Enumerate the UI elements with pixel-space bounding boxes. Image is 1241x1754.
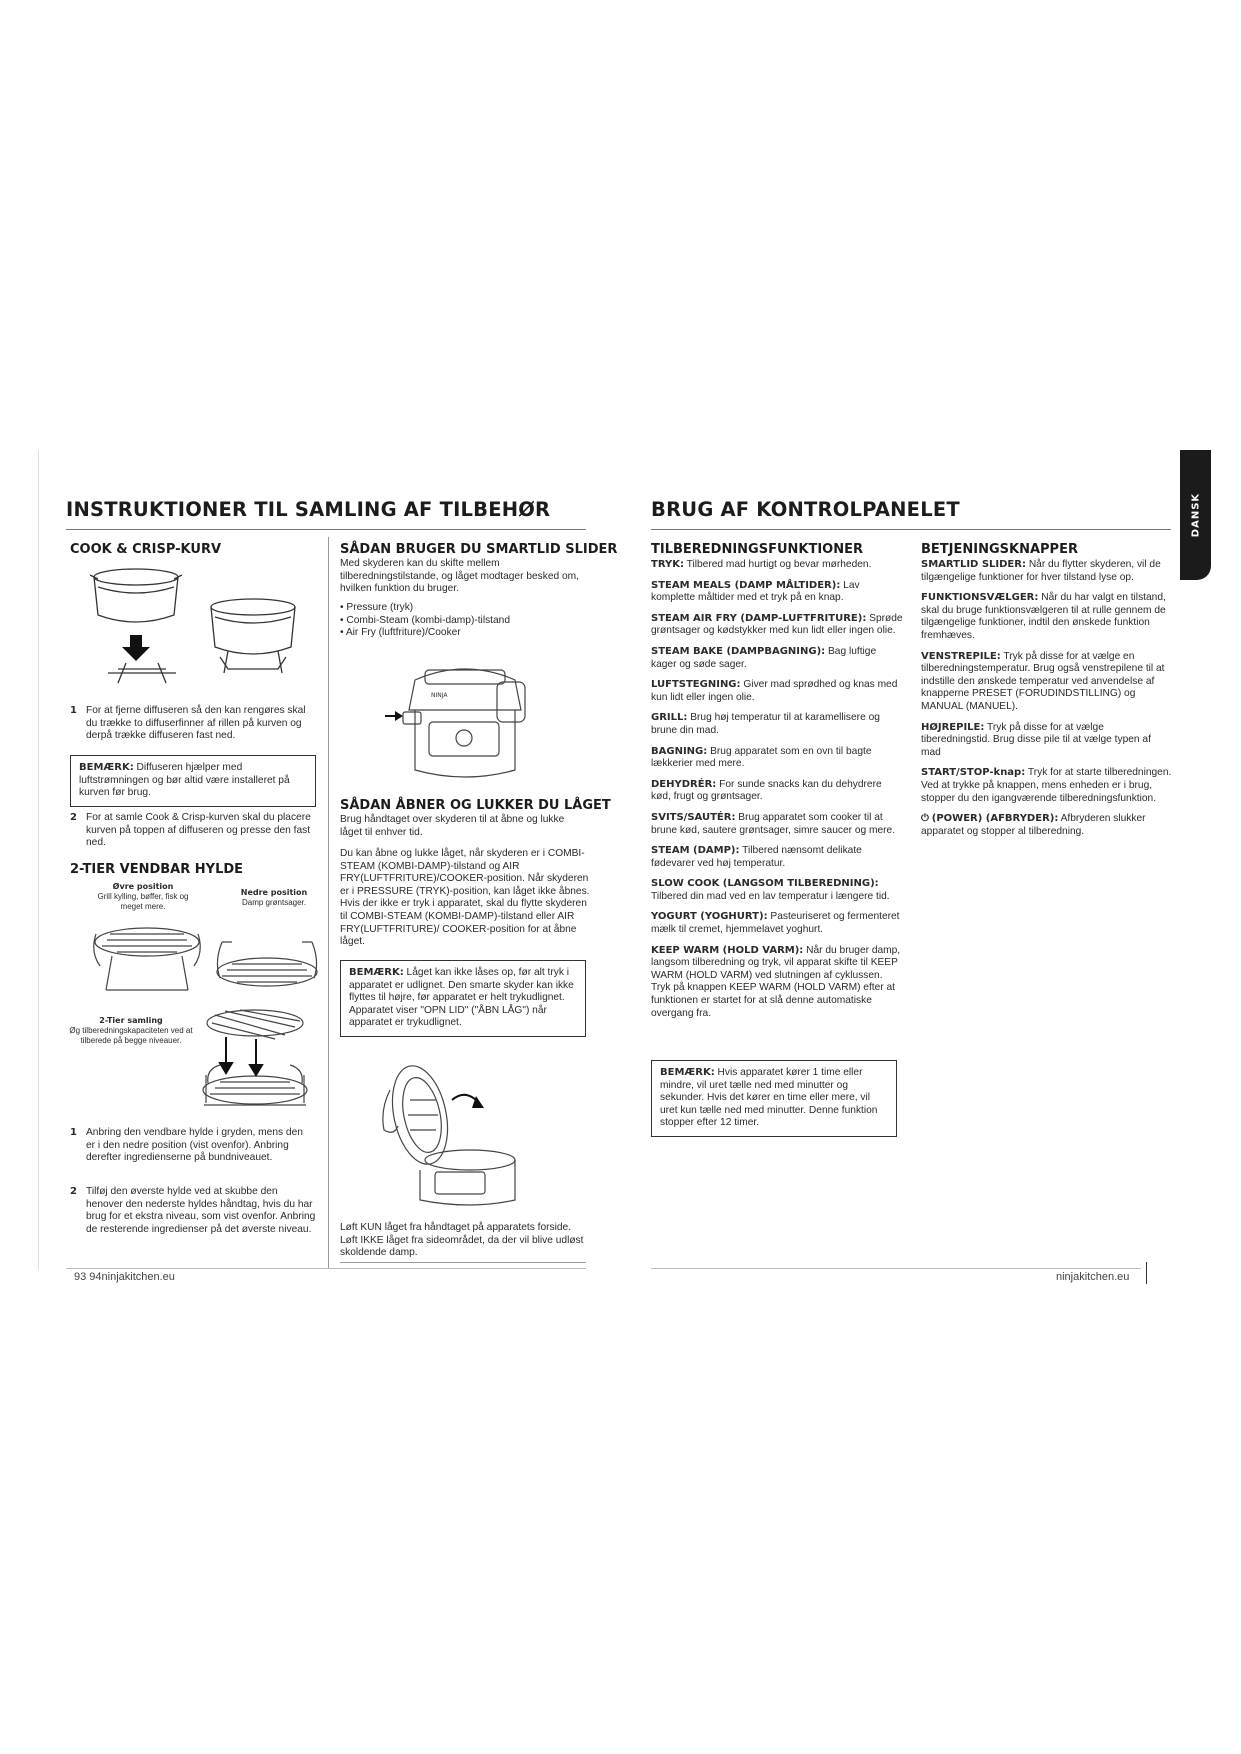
title-rule-left bbox=[66, 529, 586, 530]
control-item: HØJREPILE: Tryk på disse for at vælge tiberedningstid. Brug disse pile til at vælge typen af mad bbox=[921, 721, 1151, 758]
function-item: STEAM AIR FRY (DAMP-LUFTFRITURE): Sprøde grøntsager og kødstykker med kun lidt eller ingen olie. bbox=[651, 612, 903, 637]
two-tier-heading: 2-TIER VENDBAR HYLDE bbox=[70, 862, 244, 877]
smartlid-slider-illustration bbox=[385, 650, 545, 790]
control-item: FUNKTIONSVÆLGER: Når du har valgt en tilstand, skal du bruge funktionsvælgeren til at rulle gennem de tilgængelige funktioner, indtil den ønskede funktion fremhæves. bbox=[921, 592, 1166, 641]
upper-position-caption: Øvre position Grill kylling, bøffer, fisk og meget mere. bbox=[97, 882, 189, 911]
two-tier-caption: 2-Tier samling Øg tilberedningskapaciteten ved at tilberede på begge niveauer. bbox=[69, 1016, 193, 1045]
footer-right: ninjakitchen.eu bbox=[1056, 1271, 1130, 1283]
two-tier-assembly-illustration bbox=[200, 1005, 310, 1120]
smartlid-intro: Med skyderen kan du skifte mellem tilberedningstilstande, og låget modtager besked om, hvilken funktion du bruger. bbox=[340, 558, 579, 595]
cook-crisp-basket-illustration bbox=[88, 565, 308, 695]
footer-rule-left bbox=[66, 1268, 586, 1269]
footer-left: 93 94ninjakitchen.eu bbox=[74, 1271, 175, 1283]
timer-note: BEMÆRK: Hvis apparatet kører 1 time eller mindre, vil uret tælle ned med minutter og sekunder. Hvis det kører en time eller mere, vil uret kun tælle ned med minutter. Denne funktion stopper efter 12 timer. bbox=[651, 1060, 897, 1137]
function-item: STEAM BAKE (DAMPBAGNING): Bag luftige kager og søde sager. bbox=[651, 645, 877, 670]
column-divider bbox=[328, 537, 329, 1269]
page-title-left: INSTRUKTIONER TIL SAMLING AF TILBEHØR bbox=[66, 498, 551, 521]
function-item: SVITS/SAUTÉR: Brug apparatet som cooker til at brune kød, sautere grøntsager, simre saucer og mere. bbox=[651, 811, 896, 836]
controls-list bbox=[921, 559, 1173, 846]
footer-edge-right bbox=[1146, 1262, 1147, 1284]
function-item: LUFTSTEGNING: Giver mad sprødhed og knas med kun lidt eller ingen olie. bbox=[651, 679, 898, 703]
rack-step-2: 2 Tilføj den øverste hylde ved at skubbe den henover den nederste hyldes håndtag, hvis du har brug for et ekstra niveau, som vist ovenfor. Anbring de resterende ingredienser på det øverste niveau. bbox=[70, 1186, 316, 1235]
functions-heading: TILBEREDNINGSFUNKTIONER bbox=[651, 542, 864, 557]
lift-lid-caption: Løft KUN låget fra håndtaget på apparatets forside. Løft IKKE låget fra sideområdet, da der vil blive udløst skoldende damp. bbox=[340, 1222, 584, 1259]
control-item: SMARTLID SLIDER: Når du flytter skyderen, vil de tilgængelige funktioner for hver tilstand lyse op. bbox=[921, 559, 1161, 583]
lift-lid-illustration bbox=[380, 1060, 540, 1208]
title-rule-right bbox=[651, 529, 1171, 530]
cook-crisp-heading: COOK & CRISP-KURV bbox=[70, 542, 222, 557]
function-item: SLOW COOK (LANGSOM TILBEREDNING): Tilbered din mad ved en lav temperatur i længere tid. bbox=[651, 878, 890, 902]
power-icon: ⏻ bbox=[921, 813, 929, 825]
caption-rule bbox=[340, 1262, 586, 1263]
function-item: KEEP WARM (HOLD VARM): Når du bruger damp, langsom tilberedning og tryk, vil apparat skifte til KEEP WARM (HOLD VARM) ved slutningen af cyklussen. Tryk på knappen KEEP WARM (HOLD VARM) efter at funktionen er startet for at slå denne automatiske overgang fra. bbox=[651, 944, 901, 1019]
page-title-right: BRUG AF KONTROLPANELET bbox=[651, 498, 960, 521]
smartlid-heading: SÅDAN BRUGER DU SMARTLID SLIDER bbox=[340, 542, 618, 557]
svg-text:NINJA: NINJA bbox=[431, 692, 448, 699]
controls-heading: BETJENINGSKNAPPER bbox=[921, 542, 1078, 557]
smartlid-modes-list bbox=[340, 602, 580, 640]
diffuser-note: BEMÆRK: Diffuseren hjælper med luftstrømningen og bør altid være installeret på kurven før brug. bbox=[70, 755, 316, 807]
function-item: YOGURT (YOGHURT): Pasteuriseret og fermenteret mælk til cremet, hjemmelavet yoghurt. bbox=[651, 911, 900, 936]
cook-crisp-step-1: 1 For at fjerne diffuseren så den kan rengøres skal du trække to diffuserfinner af rillen på kurven og derpå trække diffuseren fast ned. bbox=[70, 705, 306, 742]
control-item: ⏻ (POWER) (AFBRYDER): Afbryderen slukker apparatet og stopper al tilberedning. bbox=[921, 813, 1146, 837]
mode-pressure: • Pressure (tryk) bbox=[340, 602, 414, 613]
function-item: TRYK: Tilbered mad hurtigt og bevar mørheden. bbox=[651, 559, 872, 570]
mode-combi-steam: • Combi-Steam (kombi-damp)-tilstand bbox=[340, 614, 511, 626]
function-item: STEAM (DAMP): Tilbered nænsomt delikate fødevarer ved høj temperatur. bbox=[651, 845, 862, 869]
rack-step-1: 1 Anbring den vendbare hylde i gryden, mens den er i den nedre position (vist ovenfor). Anbring derefter ingredienserne på bundniveauet. bbox=[70, 1127, 303, 1164]
open-close-p1: Brug håndtaget over skyderen til at åbne og lukke låget til enhver tid. bbox=[340, 814, 565, 838]
lid-pressure-note: BEMÆRK: Låget kan ikke låses op, før alt tryk i apparatet er udlignet. Den smarte skyder kan ikke flyttes til højre, før apparatet er helt trykudlignet. Apparatet viser "OPN LID" ("ÅBN LÅG") når apparatet er trykudlignet. bbox=[340, 960, 586, 1037]
language-tab: DANSK bbox=[1180, 450, 1211, 580]
control-item: START/STOP-knap: Tryk for at starte tilberedningen. Ved at trykke på knappen, mens enheden er i brug, stopper du den igangværende tilberedningsfunktion. bbox=[921, 767, 1172, 804]
page-edge-left bbox=[38, 450, 39, 1270]
control-item: VENSTREPILE: Tryk på disse for at vælge en tilberedningstemperatur. Brug også venstrepilene til at indstille den ønskede temperatur ved anvendelse af knapperne PRESET (FORUDINDSTILLING) og MANUAL (MANUEL). bbox=[921, 650, 1165, 712]
rack-positions-illustration bbox=[92, 912, 322, 1002]
function-item: STEAM MEALS (DAMP MÅLTIDER): Lav komplette måltider med et tryk på en knap. bbox=[651, 579, 860, 604]
lower-position-caption: Nedre position Damp grøntsager. bbox=[240, 888, 308, 907]
function-item: DEHYDRÉR: For sunde snacks kan du dehydrere kød, frugt og grøntsager. bbox=[651, 778, 882, 803]
open-close-p2: Du kan åbne og lukke låget, når skyderen er i COMBI-STEAM (KOMBI-DAMP)-tilstand og AIR FRY(LUFTFRITURE)/COOKER-position. Når skyderen er i PRESSURE (TRYK)-position, kan låget ikke åbnes. Hvis der ikke er tryk i apparatet, skal du flytte skyderen til COMBI-STEAM (KOMBI-DAMP)-tilstand eller AIR FRY(LUFTFRITURE)/ COOKER-position for at åbne låget. bbox=[340, 848, 590, 948]
cook-crisp-step-2: 2 For at samle Cook & Crisp-kurven skal du placere kurven på toppen af diffuseren og presse den fast ned. bbox=[70, 812, 311, 849]
footer-rule-right bbox=[651, 1268, 1141, 1269]
mode-air-fry: • Air Fry (luftfriture)/Cooker bbox=[340, 627, 461, 639]
function-item: BAGNING: Brug apparatet som en ovn til bagte lækkerier med mere. bbox=[651, 745, 872, 770]
function-item: GRILL: Brug høj temperatur til at karamellisere og brune din mad. bbox=[651, 712, 880, 736]
functions-list bbox=[651, 559, 903, 1028]
open-close-lid-heading: SÅDAN ÅBNER OG LUKKER DU LÅGET bbox=[340, 798, 611, 813]
